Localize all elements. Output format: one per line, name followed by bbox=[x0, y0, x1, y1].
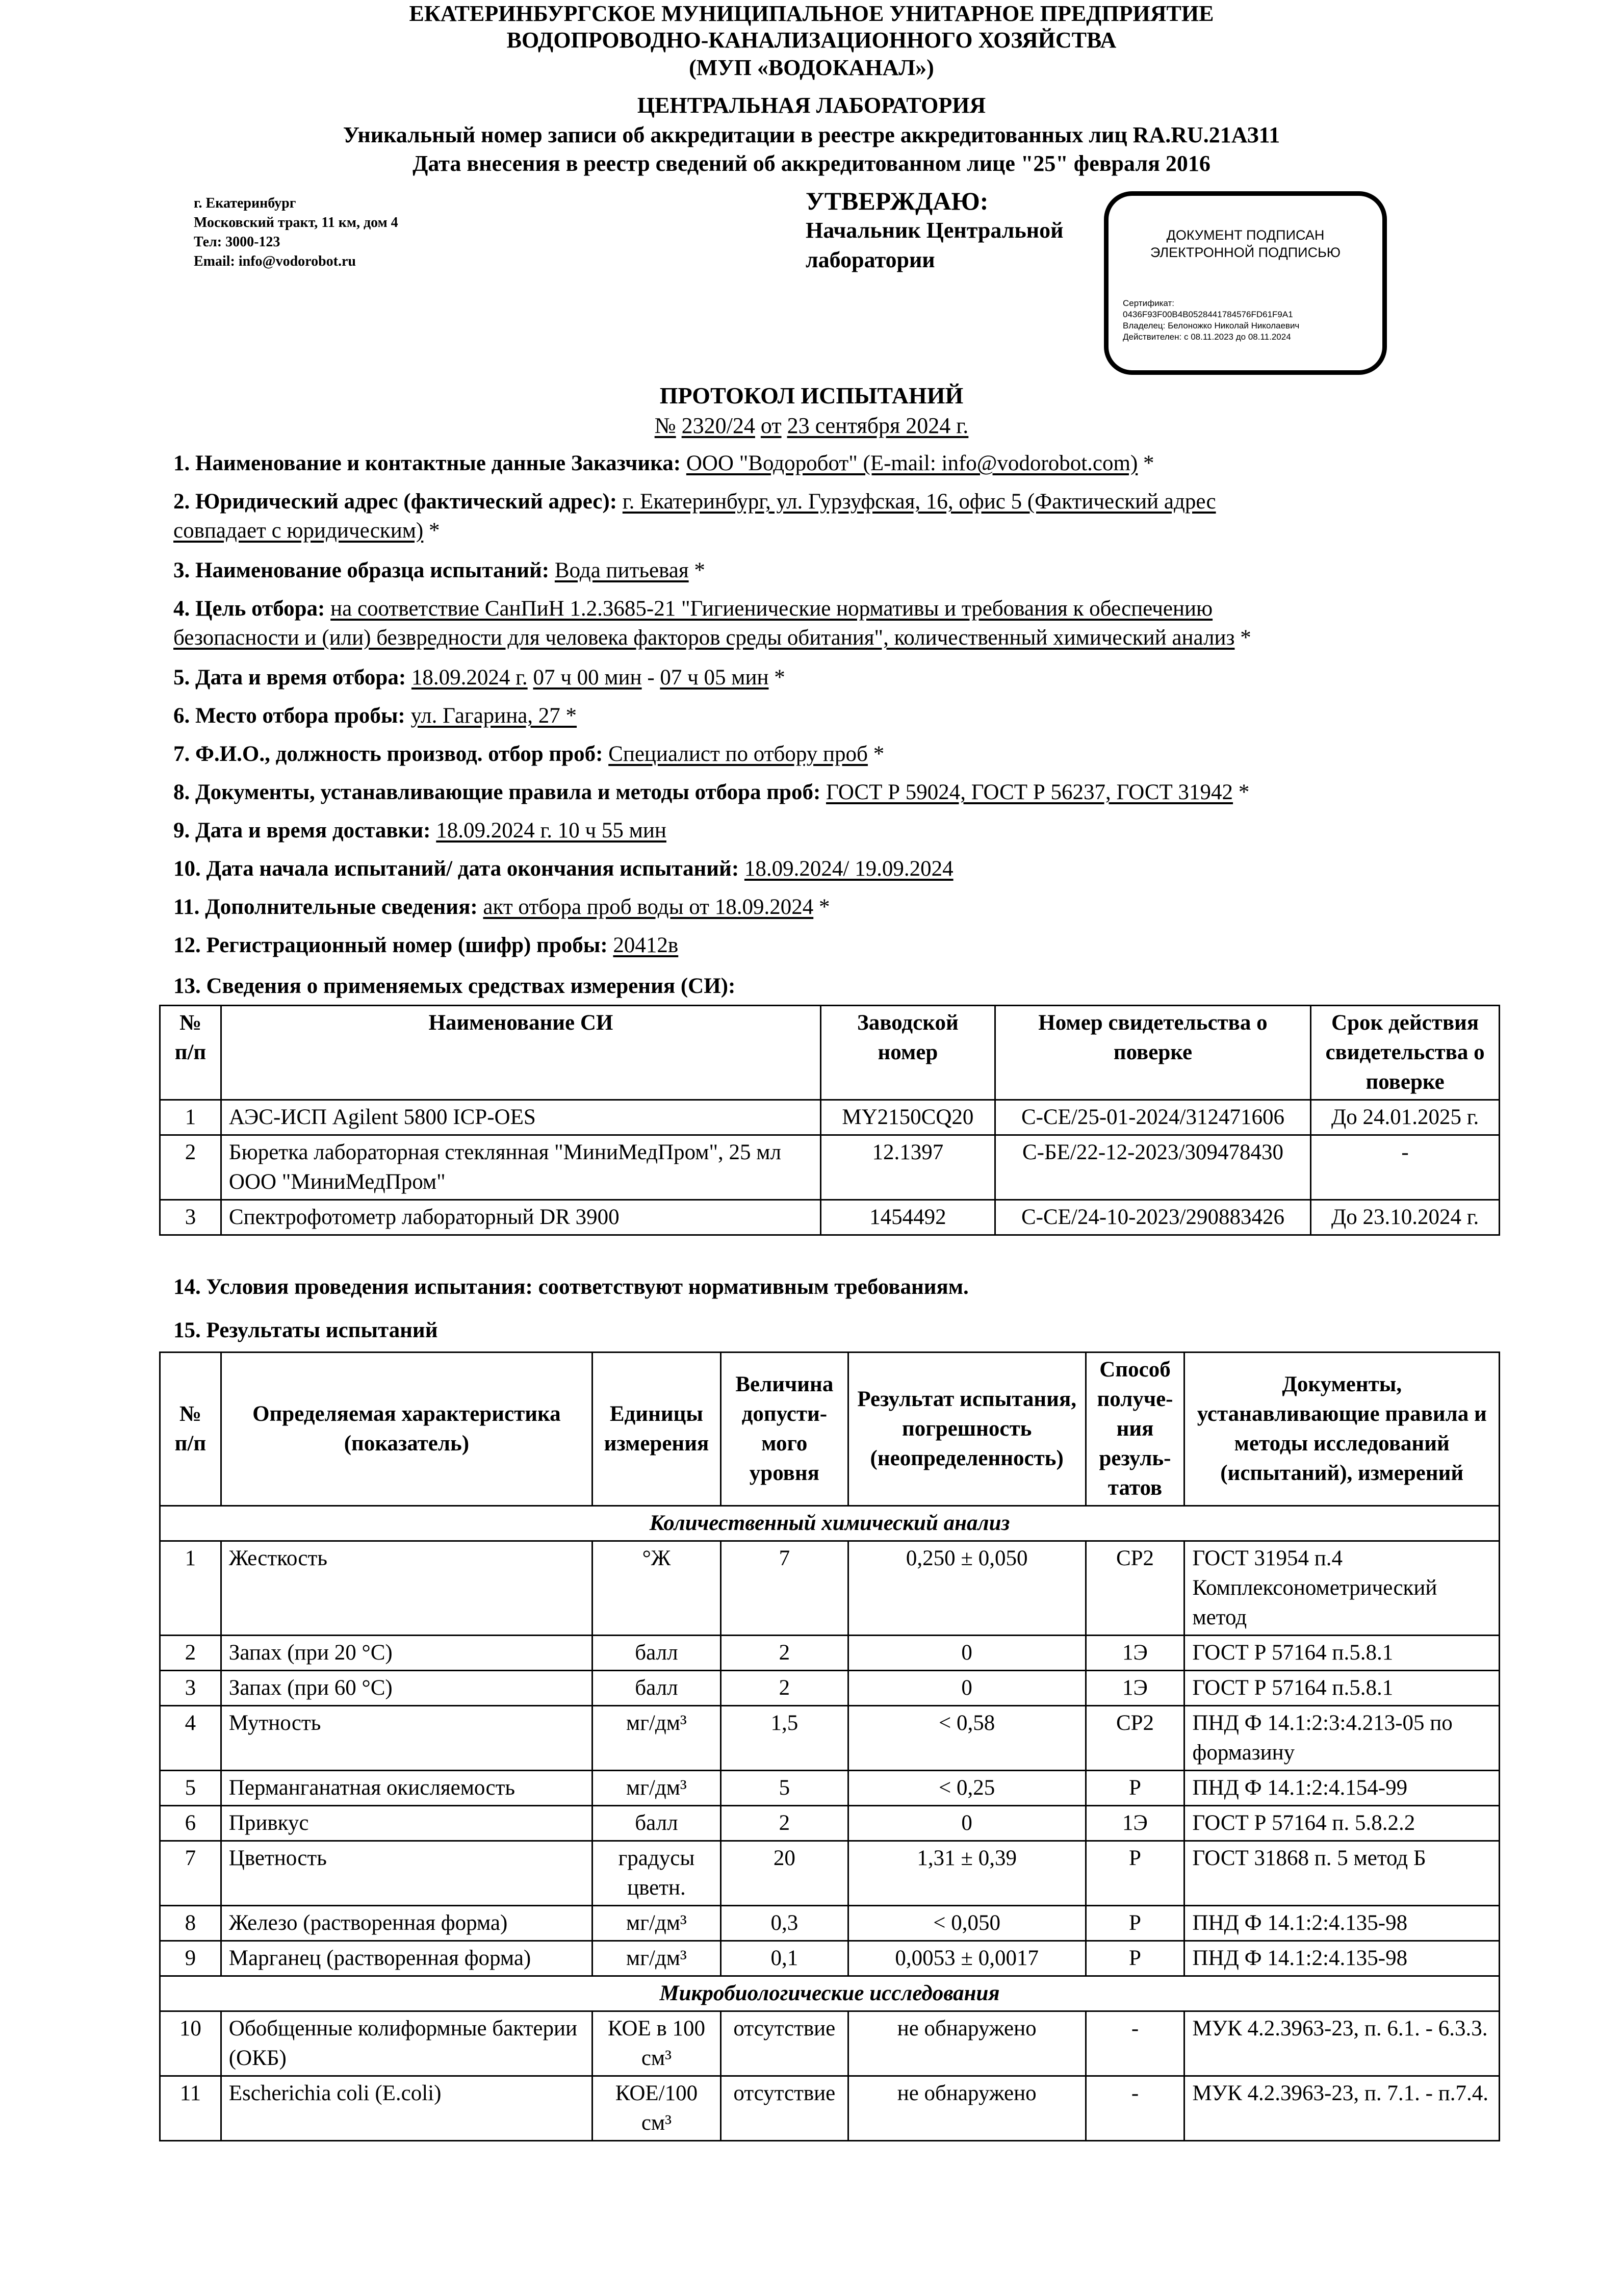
item-suffix: * bbox=[1234, 626, 1251, 650]
org-name-line2: ВОДОПРОВОДНО-КАНАЛИЗАЦИОННОГО ХОЗЯЙСТВА bbox=[506, 28, 1117, 53]
item-10 bbox=[173, 854, 1499, 883]
table-row bbox=[160, 1706, 1500, 1771]
protocol-number-line bbox=[0, 412, 1623, 440]
res-cell-doc: ГОСТ Р 57164 п.5.8.1 bbox=[1184, 1671, 1500, 1706]
item-value: ул. Гагарина, 27 * bbox=[410, 704, 577, 728]
res-cell-num: 3 bbox=[160, 1671, 221, 1706]
item-9 bbox=[173, 816, 1499, 845]
si-cell-serial: MY2150CQ20 bbox=[820, 1100, 995, 1135]
item-label: 4. Цель отбора: bbox=[173, 597, 325, 621]
res-cell-num: 8 bbox=[160, 1906, 221, 1941]
res-cell-result: не обнаружено bbox=[848, 2011, 1086, 2076]
section-micro-title: Микробиологические исследования bbox=[160, 1976, 1500, 2011]
res-cell-num: 4 bbox=[160, 1706, 221, 1771]
org-name-line3: (МУП «ВОДОКАНАЛ») bbox=[689, 55, 934, 80]
section-micro-row bbox=[160, 1976, 1500, 2011]
res-cell-num: 1 bbox=[160, 1541, 221, 1636]
item-1 bbox=[173, 449, 1499, 478]
si-cell-serial: 12.1397 bbox=[820, 1135, 995, 1200]
item-label: 2. Юридический адрес (фактический адрес): bbox=[173, 490, 617, 514]
lab-name: ЦЕНТРАЛЬНАЯ ЛАБОРАТОРИЯ bbox=[637, 93, 986, 118]
item-value: на соответствие СанПиН 1.2.3685-21 "Гигиенические нормативы и требования к обеспечению bbox=[330, 597, 1213, 621]
res-cell-name: Запах (при 20 °С) bbox=[221, 1636, 592, 1671]
res-cell-doc: МУК 4.2.3963-23, п. 7.1. - п.7.4. bbox=[1184, 2076, 1500, 2141]
res-cell-result: < 0,050 bbox=[848, 1906, 1086, 1941]
res-cell-unit: мг/дм³ bbox=[592, 1706, 720, 1771]
item-8 bbox=[173, 778, 1499, 807]
stamp-cert-id: 0436F93F00B4B0528441784576FD61F9A1 bbox=[1123, 310, 1293, 319]
item-3 bbox=[173, 556, 1499, 585]
protocol-title: ПРОТОКОЛ ИСПЫТАНИЙ bbox=[659, 382, 964, 409]
si-cell-num: 2 bbox=[160, 1135, 221, 1200]
res-cell-method: СР2 bbox=[1086, 1541, 1184, 1636]
res-cell-method: СР2 bbox=[1086, 1706, 1184, 1771]
table-row bbox=[160, 1135, 1500, 1200]
e-signature-stamp bbox=[1104, 191, 1387, 375]
res-cell-limit: 7 bbox=[720, 1541, 848, 1636]
si-cell-serial: 1454492 bbox=[820, 1200, 995, 1235]
item-label: 12. Регистрационный номер (шифр) пробы: bbox=[173, 933, 608, 957]
item-13 bbox=[173, 972, 1499, 1001]
si-cell-cert: С-СЕ/24-10-2023/290883426 bbox=[995, 1200, 1310, 1235]
res-cell-limit: 0,3 bbox=[720, 1906, 848, 1941]
table-row bbox=[160, 1671, 1500, 1706]
res-cell-doc: ПНД Ф 14.1:2:4.135-98 bbox=[1184, 1906, 1500, 1941]
si-col-valid: Срок действия свидетельства о поверке bbox=[1311, 1006, 1500, 1100]
results-header-row bbox=[160, 1353, 1500, 1506]
table-row bbox=[160, 1541, 1500, 1636]
si-header-row bbox=[160, 1006, 1500, 1100]
item-dash: - bbox=[641, 666, 660, 690]
res-cell-result: 0,250 ± 0,050 bbox=[848, 1541, 1086, 1636]
res-cell-name: Запах (при 60 °С) bbox=[221, 1671, 592, 1706]
item-label: 7. Ф.И.О., должность производ. отбор проб: bbox=[173, 742, 603, 766]
item-11 bbox=[173, 892, 1499, 922]
approval-block bbox=[806, 186, 1063, 275]
res-cell-name: Мутность bbox=[221, 1706, 592, 1771]
res-cell-doc: ПНД Ф 14.1:2:4.135-98 bbox=[1184, 1941, 1500, 1976]
res-cell-method: - bbox=[1086, 2076, 1184, 2141]
res-cell-method: Р bbox=[1086, 1771, 1184, 1806]
protocol-from: от bbox=[760, 413, 782, 438]
contact-email: Email: info@vodorobot.ru bbox=[194, 253, 356, 269]
table-row bbox=[160, 2076, 1500, 2141]
res-cell-unit: мг/дм³ bbox=[592, 1906, 720, 1941]
item-value: Специалист по отбору проб bbox=[608, 742, 868, 766]
res-cell-limit: 2 bbox=[720, 1671, 848, 1706]
item-label: 9. Дата и время доставки: bbox=[173, 819, 431, 843]
item-4 bbox=[173, 594, 1499, 652]
item-label: 6. Место отбора пробы: bbox=[173, 704, 405, 728]
si-cell-num: 1 bbox=[160, 1100, 221, 1135]
si-col-name: Наименование СИ bbox=[221, 1006, 820, 1100]
item-label: 1. Наименование и контактные данные Заказчика: bbox=[173, 451, 681, 475]
item-label: 5. Дата и время отбора: bbox=[173, 666, 406, 690]
contact-address: Московский тракт, 11 км, дом 4 bbox=[194, 215, 398, 231]
item-value-cont: безопасности и (или) безвредности для человека факторов среды обитания", количественный химический анализ bbox=[173, 626, 1235, 650]
res-cell-doc: ГОСТ Р 57164 п.5.8.1 bbox=[1184, 1636, 1500, 1671]
si-cell-name: Спектрофотометр лабораторный DR 3900 bbox=[221, 1200, 820, 1235]
res-cell-num: 6 bbox=[160, 1806, 221, 1841]
res-col-method: Способ получе-ния резуль-татов bbox=[1086, 1353, 1184, 1506]
res-cell-method: - bbox=[1086, 2011, 1184, 2076]
res-cell-method: 1Э bbox=[1086, 1671, 1184, 1706]
item-value: ГОСТ Р 59024, ГОСТ Р 56237, ГОСТ 31942 bbox=[826, 780, 1233, 804]
item-label: 10. Дата начала испытаний/ дата окончания испытаний: bbox=[173, 857, 739, 881]
stamp-title bbox=[1109, 226, 1382, 261]
item-value: 18.09.2024 г. bbox=[411, 666, 528, 690]
stamp-cert-label: Сертификат: bbox=[1123, 298, 1174, 308]
accreditation-number: Уникальный номер записи об аккредитации в реестре аккредитованных лиц RA.RU.21АЗ11 bbox=[343, 122, 1280, 147]
si-cell-name: АЭС-ИСП Agilent 5800 ICP-OES bbox=[221, 1100, 820, 1135]
res-cell-unit: балл bbox=[592, 1671, 720, 1706]
res-cell-unit: мг/дм³ bbox=[592, 1941, 720, 1976]
si-cell-cert: С-БЕ/22-12-2023/309478430 bbox=[995, 1135, 1310, 1200]
contact-block bbox=[194, 194, 398, 271]
item-14 bbox=[173, 1272, 1499, 1302]
item-suffix: * bbox=[1233, 780, 1250, 804]
si-cell-num: 3 bbox=[160, 1200, 221, 1235]
res-cell-limit: 2 bbox=[720, 1806, 848, 1841]
protocol-date: 23 сентября 2024 г. bbox=[787, 413, 969, 438]
res-cell-method: 1Э bbox=[1086, 1806, 1184, 1841]
item-value-cont: совпадает с юридическим) bbox=[173, 519, 424, 543]
res-cell-method: Р bbox=[1086, 1841, 1184, 1906]
res-cell-result: 0 bbox=[848, 1636, 1086, 1671]
table-row bbox=[160, 1636, 1500, 1671]
res-cell-name: Железо (растворенная форма) bbox=[221, 1906, 592, 1941]
res-cell-name: Жесткость bbox=[221, 1541, 592, 1636]
si-cell-valid: До 23.10.2024 г. bbox=[1311, 1200, 1500, 1235]
si-col-serial: Заводской номер bbox=[820, 1006, 995, 1100]
res-cell-method: Р bbox=[1086, 1941, 1184, 1976]
item-suffix: * bbox=[1138, 451, 1154, 475]
item-value: г. Екатеринбург, ул. Гурзуфская, 16, офис 5 (Фактический адрес bbox=[622, 490, 1216, 514]
approval-title: УТВЕРЖДАЮ: bbox=[806, 187, 989, 215]
table-row bbox=[160, 1771, 1500, 1806]
org-name-line1: ЕКАТЕРИНБУРГСКОЕ МУНИЦИПАЛЬНОЕ УНИТАРНОЕ ПРЕДПРИЯТИЕ bbox=[409, 1, 1214, 26]
res-cell-unit: °Ж bbox=[592, 1541, 720, 1636]
table-row bbox=[160, 1941, 1500, 1976]
res-cell-num: 5 bbox=[160, 1771, 221, 1806]
res-col-limit: Величина допусти-мого уровня bbox=[720, 1353, 848, 1506]
res-cell-unit: градусы цветн. bbox=[592, 1841, 720, 1906]
stamp-title-line1: ДОКУМЕНТ ПОДПИСАН bbox=[1166, 227, 1325, 243]
item-value: 20412в bbox=[613, 933, 679, 957]
item-suffix: * bbox=[423, 519, 440, 543]
item-14-text: 14. Условия проведения испытания: соответствуют нормативным требованиям. bbox=[173, 1275, 969, 1299]
res-cell-doc: ГОСТ 31954 п.4 Комплексонометрический метод bbox=[1184, 1541, 1500, 1636]
item-15 bbox=[173, 1316, 1499, 1345]
si-table bbox=[159, 1005, 1500, 1236]
item-label: 11. Дополнительные сведения: bbox=[173, 895, 478, 919]
res-cell-doc: ГОСТ Р 57164 п. 5.8.2.2 bbox=[1184, 1806, 1500, 1841]
res-cell-num: 11 bbox=[160, 2076, 221, 2141]
item-value: Вода питьевая bbox=[554, 558, 689, 582]
res-cell-name: Перманганатная окисляемость bbox=[221, 1771, 592, 1806]
item-7 bbox=[173, 739, 1499, 769]
item-2 bbox=[173, 487, 1499, 545]
res-col-name: Определяемая характеристика (показатель) bbox=[221, 1353, 592, 1506]
res-col-unit: Единицы измерения bbox=[592, 1353, 720, 1506]
res-cell-limit: отсутствие bbox=[720, 2076, 848, 2141]
res-cell-name: Escherichia coli (E.coli) bbox=[221, 2076, 592, 2141]
res-col-result: Результат испытания, погрешность (неопределенность) bbox=[848, 1353, 1086, 1506]
table-row bbox=[160, 1806, 1500, 1841]
res-cell-result: < 0,25 bbox=[848, 1771, 1086, 1806]
item-value: 18.09.2024 г. 10 ч 55 мин bbox=[436, 819, 666, 843]
item-label: 3. Наименование образца испытаний: bbox=[173, 558, 550, 582]
accreditation-date: Дата внесения в реестр сведений об аккредитованном лице "25" февраля 2016 bbox=[413, 151, 1210, 176]
si-cell-name: Бюретка лабораторная стеклянная "МиниМедПром", 25 мл ООО "МиниМедПром" bbox=[221, 1135, 820, 1200]
item-suffix: * bbox=[867, 742, 885, 766]
stamp-title-line2: ЭЛЕКТРОННОЙ ПОДПИСЬЮ bbox=[1150, 245, 1341, 260]
item-label: 8. Документы, устанавливающие правила и методы отбора проб: bbox=[173, 780, 821, 804]
protocol-number: 2320/24 bbox=[681, 413, 755, 438]
res-cell-num: 7 bbox=[160, 1841, 221, 1906]
table-row bbox=[160, 1200, 1500, 1235]
res-col-doc: Документы, устанавливающие правила и методы исследований (испытаний), измерений bbox=[1184, 1353, 1500, 1506]
res-cell-unit: КОЕ/100 см³ bbox=[592, 2076, 720, 2141]
stamp-owner: Владелец: Белоножко Николай Николаевич bbox=[1123, 321, 1300, 330]
section-chem-title: Количественный химический анализ bbox=[160, 1506, 1500, 1541]
item-value: ООО "Водоробот" (E-mail: info@vodorobot.com) bbox=[686, 451, 1138, 475]
item-12 bbox=[173, 931, 1499, 960]
si-cell-valid: До 24.01.2025 г. bbox=[1311, 1100, 1500, 1135]
res-cell-num: 9 bbox=[160, 1941, 221, 1976]
item-label: 13. Сведения о применяемых средствах измерения (СИ): bbox=[173, 974, 736, 998]
res-cell-result: 1,31 ± 0,39 bbox=[848, 1841, 1086, 1906]
approval-position-line1: Начальник Центральной bbox=[806, 218, 1064, 243]
item-suffix: * bbox=[813, 895, 830, 919]
section-chem-row bbox=[160, 1506, 1500, 1541]
res-cell-name: Цветность bbox=[221, 1841, 592, 1906]
res-cell-unit: КОЕ в 100 см³ bbox=[592, 2011, 720, 2076]
res-cell-name: Обобщенные колиформные бактерии (ОКБ) bbox=[221, 2011, 592, 2076]
item-value: акт отбора проб воды от 18.09.2024 bbox=[483, 895, 814, 919]
item-5 bbox=[173, 663, 1499, 692]
stamp-validity: Действителен: с 08.11.2023 до 08.11.2024 bbox=[1123, 332, 1291, 342]
res-cell-doc: МУК 4.2.3963-23, п. 6.1. - 6.3.3. bbox=[1184, 2011, 1500, 2076]
res-cell-limit: 1,5 bbox=[720, 1706, 848, 1771]
res-cell-limit: 0,1 bbox=[720, 1941, 848, 1976]
table-row bbox=[160, 1100, 1500, 1135]
res-cell-result: 0 bbox=[848, 1671, 1086, 1706]
res-cell-result: < 0,58 bbox=[848, 1706, 1086, 1771]
res-cell-result: не обнаружено bbox=[848, 2076, 1086, 2141]
stamp-details bbox=[1123, 298, 1299, 343]
res-cell-unit: мг/дм³ bbox=[592, 1771, 720, 1806]
item-6 bbox=[173, 701, 1499, 730]
res-cell-limit: 20 bbox=[720, 1841, 848, 1906]
results-table bbox=[159, 1351, 1500, 2141]
res-cell-limit: отсутствие bbox=[720, 2011, 848, 2076]
res-cell-result: 0,0053 ± 0,0017 bbox=[848, 1941, 1086, 1976]
res-col-num: № п/п bbox=[160, 1353, 221, 1506]
res-cell-unit: балл bbox=[592, 1636, 720, 1671]
res-cell-doc: ГОСТ 31868 п. 5 метод Б bbox=[1184, 1841, 1500, 1906]
item-suffix: * bbox=[768, 666, 785, 690]
res-cell-num: 2 bbox=[160, 1636, 221, 1671]
contact-city: г. Екатеринбург bbox=[194, 195, 296, 211]
item-time-end: 07 ч 05 мин bbox=[660, 666, 769, 690]
table-row bbox=[160, 2011, 1500, 2076]
res-cell-method: 1Э bbox=[1086, 1636, 1184, 1671]
contact-phone: Тел: 3000-123 bbox=[194, 234, 280, 250]
res-cell-result: 0 bbox=[848, 1806, 1086, 1841]
res-cell-name: Привкус bbox=[221, 1806, 592, 1841]
res-cell-num: 10 bbox=[160, 2011, 221, 2076]
approval-position-line2: лаборатории bbox=[806, 247, 935, 272]
item-value: 18.09.2024/ 19.09.2024 bbox=[744, 857, 954, 881]
si-col-cert: Номер свидетельства о поверке bbox=[995, 1006, 1310, 1100]
si-cell-valid: - bbox=[1311, 1135, 1500, 1200]
res-cell-limit: 2 bbox=[720, 1636, 848, 1671]
res-cell-doc: ПНД Ф 14.1:2:3:4.213-05 по формазину bbox=[1184, 1706, 1500, 1771]
item-suffix: * bbox=[688, 558, 705, 582]
res-cell-limit: 5 bbox=[720, 1771, 848, 1806]
res-cell-method: Р bbox=[1086, 1906, 1184, 1941]
si-cell-cert: С-СЕ/25-01-2024/312471606 bbox=[995, 1100, 1310, 1135]
table-row bbox=[160, 1906, 1500, 1941]
protocol-num-prefix: № bbox=[654, 413, 676, 438]
si-col-num: № п/п bbox=[160, 1006, 221, 1100]
res-cell-doc: ПНД Ф 14.1:2:4.154-99 bbox=[1184, 1771, 1500, 1806]
item-15-text: 15. Результаты испытаний bbox=[173, 1318, 438, 1342]
item-time-start: 07 ч 00 мин bbox=[533, 666, 642, 690]
res-cell-name: Марганец (растворенная форма) bbox=[221, 1941, 592, 1976]
table-row bbox=[160, 1841, 1500, 1906]
res-cell-unit: балл bbox=[592, 1806, 720, 1841]
